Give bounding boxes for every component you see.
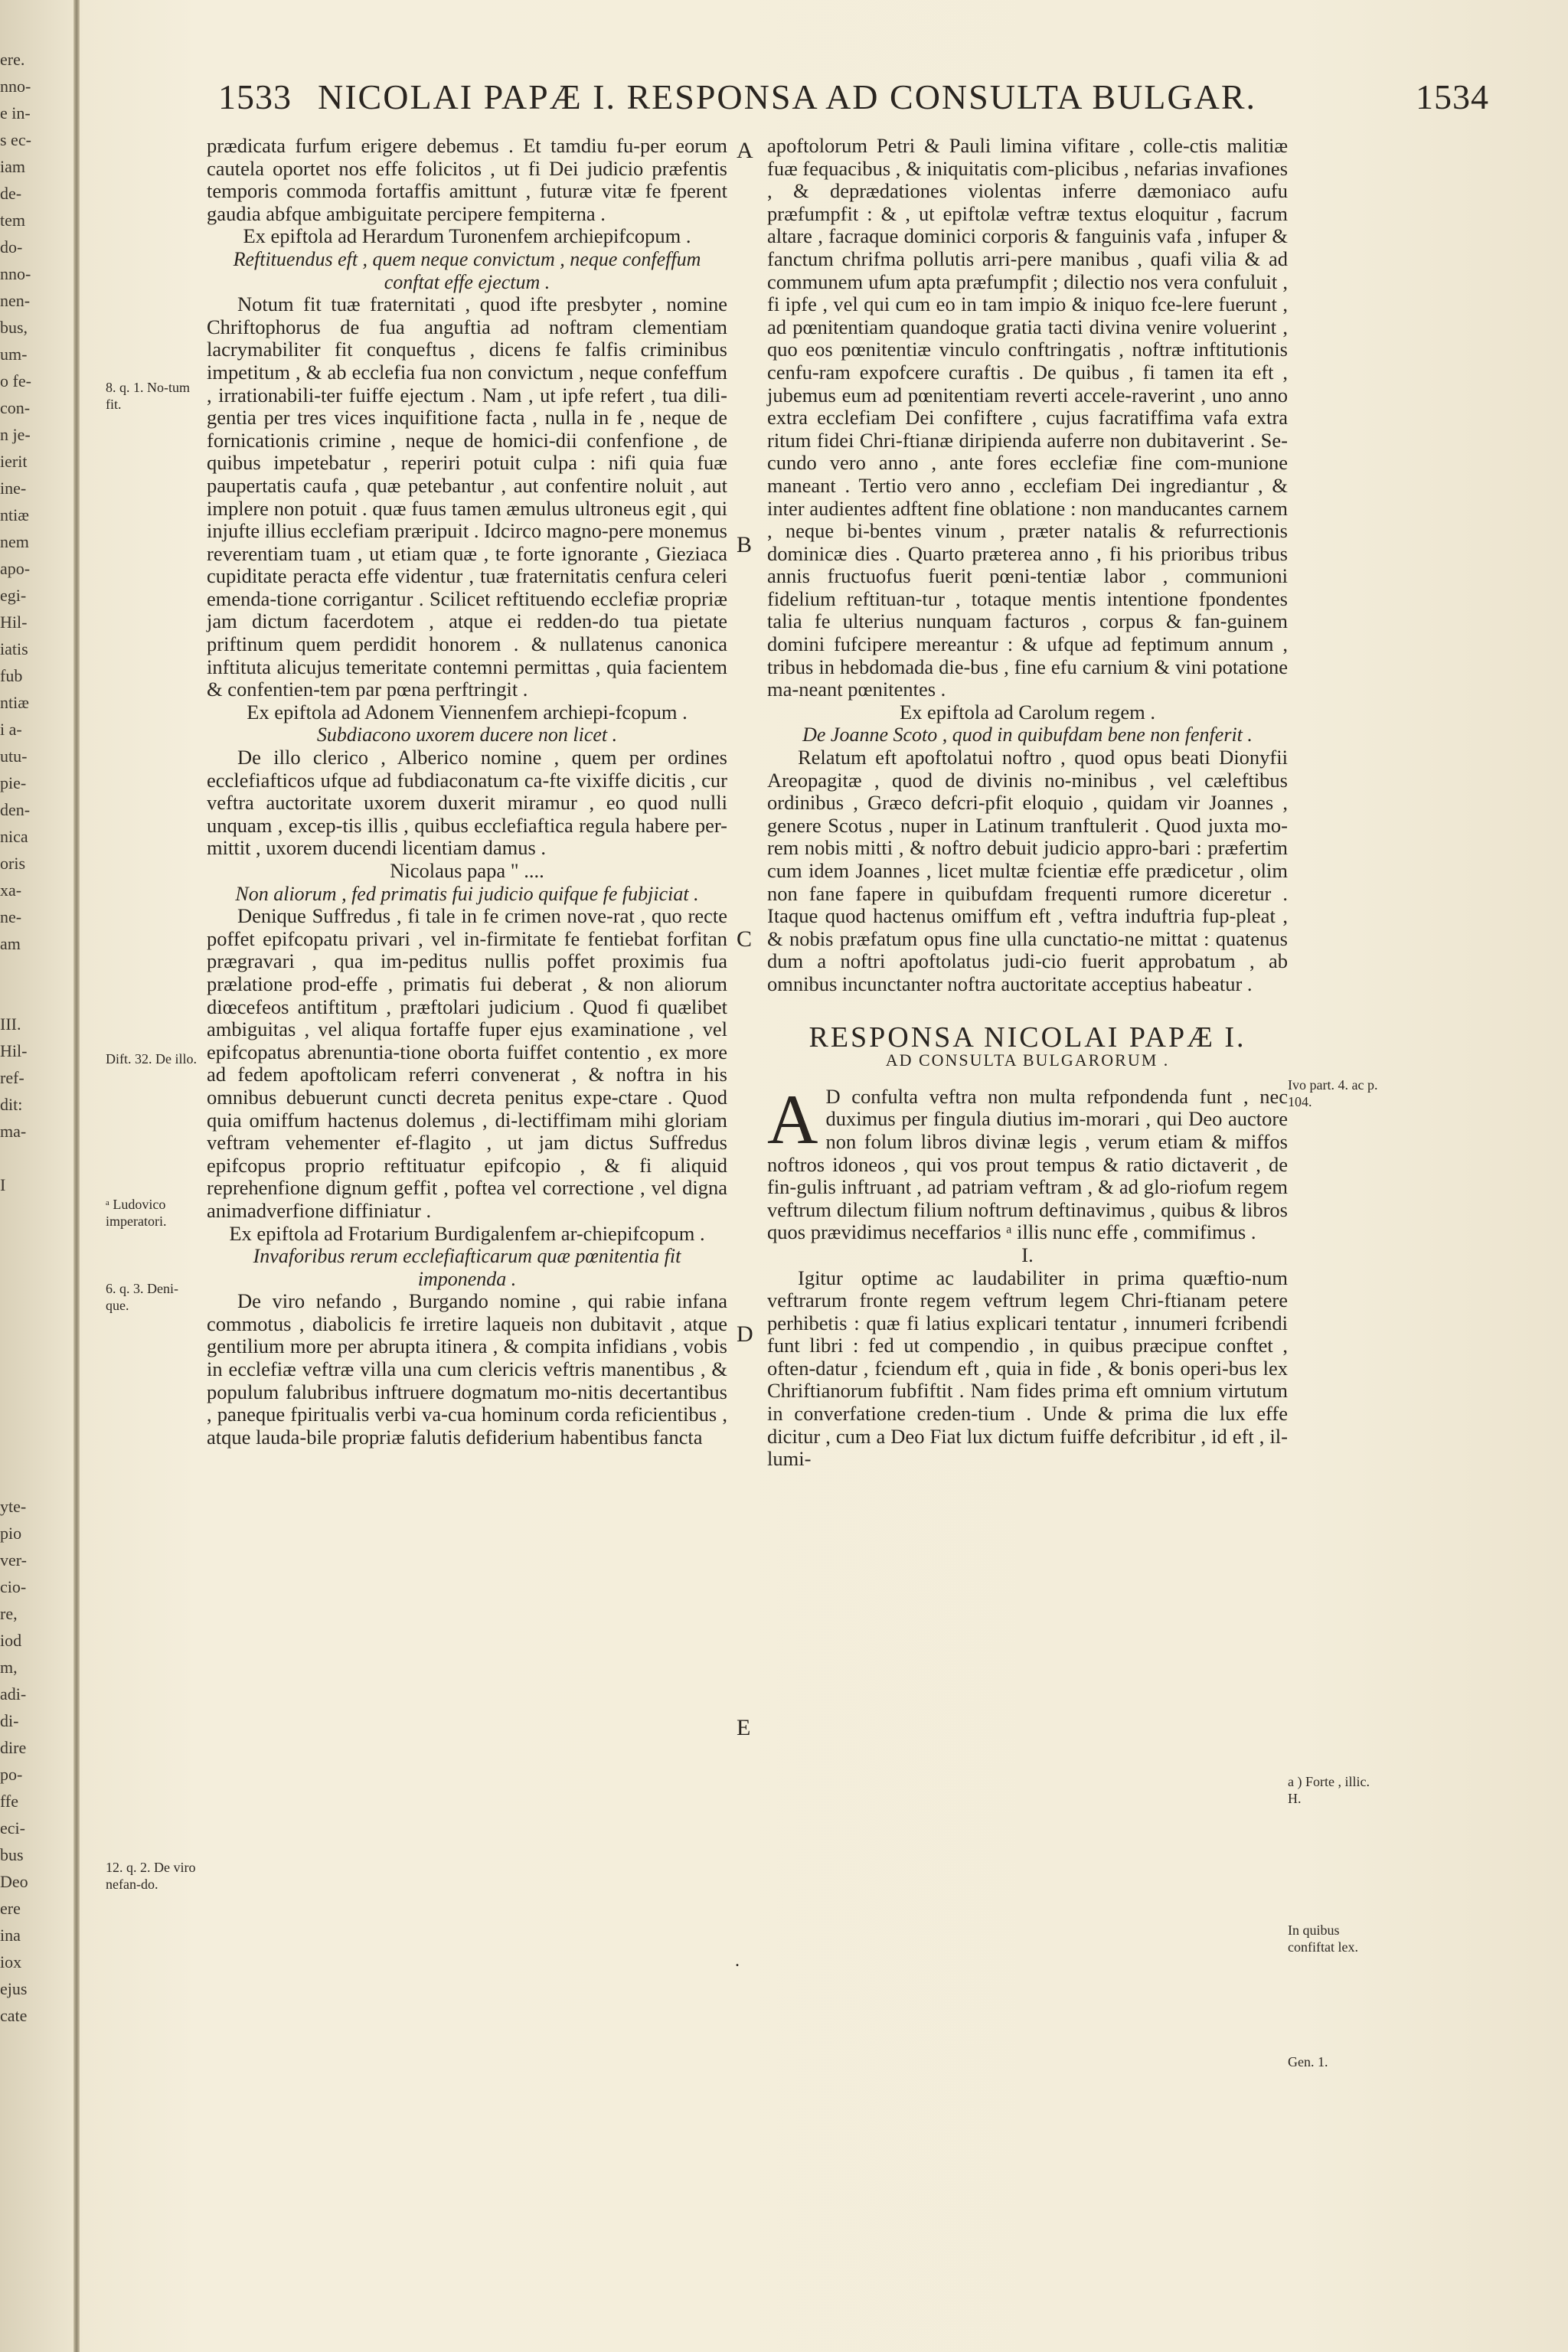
prev-page-fragment: eci-: [0, 1818, 25, 1838]
prev-page-fragment: [0, 1305, 69, 1332]
prev-page-fragment: ffe: [0, 1792, 19, 1811]
section-heading: Nicolaus papa " ....: [390, 859, 544, 882]
section-heading: Ex epiftola ad Herardum Turonenfem archiepifcopum .: [243, 224, 691, 248]
prev-page-fragment: Hil-: [0, 1041, 28, 1060]
paragraph: Notum fit tuæ fraternitati , quod ifte presbyter , nomine Chriftophorus de fua anguftia ad noftram clementiam lacrymabiliter fit conqueftus , dicens fe falfis criminibus impetitum , & ab ecclefia fua non convictum , neque confeffum , irrationabili-ter fuiffe ejectum . Nam , ut ipfe refert , tua dili-gentia per tres vices inquifitione facta , nulla in fe , neque de fornicationis crimine , neque de homici-dii confenfione , de quibus impetebatur , reperiri potuit culpa : nifi quia fuæ paupertatis caufa , quæ petebantur , aut confentire noluit , aut implere non potuit . quæ fuus tamen æmulus ultroneus egit , qui injufte illius ecclefiam præripuit . Idcirco magno-pere monemus reverentiam tuam , ut etiam quæ , te forte ignorante , Gieziaca cupiditate peracta effe videntur , tuæ fraternitatis cenfura celeri emenda-tione corrigantur . Scilicet reftituendo ecclefiæ propriæ jam dictum facerdotem , atque ei redden-do tua pietate priftinum quem perdidit honorem . & nullatenus canonica inftituta alicujus temeritate contemni permittas , quia facientem & confentien-tem par pœna perftringit .: [207, 292, 727, 701]
marginal-note: Dift. 32. De illo.: [106, 1051, 197, 1067]
right-text-column: [767, 135, 1288, 1471]
marginal-note: In quibus confiftat lex.: [1288, 1922, 1358, 1955]
work-title: RESPONSA NICOLAI PAPÆ I.: [808, 1021, 1246, 1054]
prev-page-fragment: bus: [0, 1845, 24, 1864]
drop-cap: A: [767, 1080, 818, 1158]
running-title: NICOLAI PAPÆ I. RESPONSA AD CONSULTA BULGAR.: [318, 77, 1257, 116]
prev-page-fragment: di-: [0, 1711, 19, 1730]
prev-page-fragment: ntiæ: [0, 505, 29, 524]
section-rubric: Reftituendus eft , quem neque convictum , neque confeffum conftat effe ejectum .: [233, 247, 701, 293]
prev-page-fragment: con-: [0, 398, 31, 417]
prev-page-fragment: ver-: [0, 1550, 27, 1570]
running-header: [218, 77, 1489, 122]
prev-page-fragment: iox: [0, 1952, 22, 1971]
prev-page-fragment: ina: [0, 1926, 21, 1945]
prev-page-fragment: bus,: [0, 318, 28, 337]
prev-page-fragment: m,: [0, 1658, 18, 1677]
opening-paragraph: A D confulta veftra non multa refpondenda funt , nec duximus per fingula diutius im-morari , qui Deo auctore non folum libros divinæ legis , verum etiam & miffos noftros idoneos , qui vos prout tempus & ratio dictaverit , de fin-gulis inftruant , ad patriam veftram , & ad glo-riofum regem veftrum dilectum filium noftrum deftinavimus , quibus & libros quos prævidimus neceffarios ᵃ illis nunc effe , commifimus .: [767, 1080, 1288, 1244]
chapter-number: I.: [1021, 1243, 1034, 1266]
paragraph-continued: apoftolorum Petri & Pauli limina vifitare , colle-ctis malitiæ fuæ fequacibus , & iniquitatis com-plicibus , nefarias invafiones , & deprædationes violentas inferre dæmoniaco aufu præfumpfit : & , ut epiftolæ veftræ textus eloquitur , facrum altare , facraque dominici corporis & fanguinis vafa , infuper & fanctum chrifma pollutis arri-pere manibus , quafi vilia & ad communem ufum apta præfumpfit ; dilectio nos vera confuluit , fi ipfe , vel qui cum eo in tam impio & iniquo fce-lere fuerunt , ad pœnitentiam quandoque gratia tacti divina venire voluerint , quo eos pœnitentiæ vinculo conftringatis , noftræ inftitutionis cenfu-ram expofcere curaftis . De quibus , fi tamen ita eft , jubemus eum ad pœnitentiam reverti accele-raverint , uno anno extra ecclefiam Dei confiftere , cujus facratiffima vafa extra ritum fidei Chri-ftianæ diripienda auferre non dubitaverint . Se-cundo vero anno , ante fores ecclefiæ fine com-munione maneant . Tertio vero anno , ecclefiam Dei ingrediantur , & inter audientes adftent fine oblatione : non manducantes carnem , neque bi-bentes vinum , præter natalis & refurrectionis dominicæ dies . Quarto præterea anno , fi his prioribus tribus annis fructuofus fuerit pœni-tentiæ labor , communioni fidelium reftituan-tur , totaque mentis intentione fpondentes talia fe ulterius nunquam facturos , corpus & fan-guinem domini fufcipere mereantur : & ufque ad feptimum annum , tribus in hebdomada die-bus , fine efu carnium & vini potatione ma-neant pœnitentes .: [767, 134, 1289, 701]
section-letter: D: [737, 1321, 753, 1347]
prev-page-fragment: dit:: [0, 1095, 23, 1114]
prev-page-fragment: [0, 1386, 69, 1413]
prev-page-fragment: [0, 1466, 69, 1493]
prev-page-fragment: nen-: [0, 291, 31, 310]
prev-page-fragment: xa-: [0, 880, 22, 900]
prev-page-fragment: iam: [0, 157, 25, 176]
prev-page-fragment: Deo: [0, 1872, 28, 1891]
marginal-note: 12. q. 2. De viro nefan-do.: [106, 1860, 196, 1892]
left-text-column: [207, 135, 727, 1449]
prev-page-fragment: nica: [0, 827, 28, 846]
prev-page-fragment: pio: [0, 1524, 22, 1543]
prev-page-fragment: iatis: [0, 639, 28, 658]
section-rubric: Non aliorum , fed primatis fui judicio quifque fe fubjiciat .: [235, 882, 699, 905]
section-heading: Ex epiftola ad Frotarium Burdigalenfem ar-chiepifcopum .: [229, 1221, 705, 1245]
section-heading: Ex epiftola ad Adonem Viennenfem archiepi-fcopum .: [247, 700, 688, 724]
prev-page-fragment: ejus: [0, 1979, 28, 1998]
prev-page-fragment: [0, 984, 69, 1011]
prev-page-fragment: am: [0, 934, 21, 953]
prev-page-fragment: [0, 1279, 69, 1305]
prev-page-fragment: ere.: [0, 50, 25, 69]
prev-page-fragment: cio-: [0, 1577, 27, 1596]
marginal-note: Gen. 1.: [1288, 2054, 1328, 2069]
prev-page-fragment: de-: [0, 184, 22, 203]
prev-page-fragment: tem: [0, 211, 25, 230]
prev-page-fragment: ref-: [0, 1068, 24, 1087]
section-rubric: Subdiacono uxorem ducere non licet .: [316, 724, 618, 746]
prev-page-fragment: utu-: [0, 746, 28, 766]
prev-page-fragment: ierit: [0, 452, 28, 471]
prev-page-fragment: [0, 1225, 69, 1252]
previous-page-edge: [0, 46, 69, 2029]
prev-page-fragment: pie-: [0, 773, 27, 792]
paragraph: Igitur optime ac laudabiliter in prima quæftio-num veftrarum fronte regem veftrum legem Chri-ftianam petere perhibetis : quæ fi latius explicari tentatur , innumeri fcribendi funt libri : fed ut compendio , in quibus præcipue conftet , often-datur , fciendum eft , quia in fide , & bonis operi-bus lex Chriftianorum fubfiftit . Nam fides prima eft omnium virtutum in converfatione creden-tium . Unde & prima die lux effe dicitur , cum a Deo Fiat lux dictum fuiffe defcribitur , id eft , il-lumi-: [767, 1266, 1288, 1471]
section-letter: C: [737, 926, 753, 952]
marginal-note: 8. q. 1. No-tum fit.: [106, 380, 190, 412]
prev-page-fragment: nno-: [0, 264, 31, 283]
work-subtitle: AD CONSULTA BULGARORUM .: [885, 1050, 1170, 1070]
prev-page-fragment: oris: [0, 854, 25, 873]
prev-page-fragment: iod: [0, 1631, 22, 1650]
book-gutter: [74, 0, 80, 2352]
page-number-right: 1534: [1416, 77, 1489, 116]
paragraph: De illo clerico , Alberico nomine , quem per ordines ecclefiafticos ufque ad fubdiaconatum ca-fte vixiffe dicitis , cur veftra auctoritate uxorem duxerit miramur , eo quod nulli unquam , excep-tis illis , quibus ecclefiaftica regula habere per-mittit , uxorem ducendi licentiam damus .: [207, 746, 727, 860]
prev-page-fragment: [0, 1439, 69, 1466]
prev-page-fragment: ere: [0, 1899, 21, 1918]
prev-page-fragment: n je-: [0, 425, 31, 444]
prev-page-fragment: [0, 1252, 69, 1279]
marginal-note: 6. q. 3. Deni-que.: [106, 1281, 178, 1313]
prev-page-fragment: nno-: [0, 77, 31, 96]
prev-page-fragment: [0, 1198, 69, 1225]
marginal-note: Ivo part. 4. ac p. 104.: [1288, 1077, 1378, 1109]
section-rubric: Invaforibus rerum ecclefiafticarum quæ pœnitentia fit imponenda .: [253, 1245, 681, 1290]
section-heading: Ex epiftola ad Carolum regem .: [899, 700, 1156, 724]
prev-page-fragment: [0, 1332, 69, 1359]
paragraph: Relatum eft apoftolatui noftro , quod opus beati Dionyfii Areopagitæ , quod de divinis no-minibus , vel cæleftibus ordinibus , Græco defcri-pfit eloquio , quidam vir Joannes , genere Scotus , nuper in Latinum tranftulerit . Quod juxta mo-rem nobis mitti , & noftro debuit judicio appro-bari : præfertim cum idem Joannes , licet multæ fcientiæ effe prædicetur , olim non fane fapere in quibufdam frequenti rumore diceretur . Itaque quod hactenus omiffum eft , veftra induftria fup-pleat , & nobis præfatum opus fine ulla cunctatio-ne mittat : quatenus dum a noftri apoftolatus judi-cio fuerit approbatum , ab omnibus incunctanter noftra auctoritate acceptius habeatur .: [767, 746, 1288, 995]
prev-page-fragment: [0, 1145, 69, 1171]
section-rubric: De Joanne Scoto , quod in quibufdam bene non fenferit .: [802, 724, 1253, 746]
prev-page-fragment: I: [0, 1175, 6, 1194]
prev-page-fragment: Hil-: [0, 612, 28, 632]
prev-page-fragment: i a-: [0, 720, 22, 739]
prev-page-fragment: egi-: [0, 586, 27, 605]
section-letter: E: [737, 1715, 751, 1740]
section-letter: A: [737, 138, 753, 163]
prev-page-fragment: re,: [0, 1604, 18, 1623]
prev-page-fragment: o fe-: [0, 371, 31, 390]
paragraph-continued: prædicata furfum erigere debemus . Et tamdiu fu-per eorum cautela oportet nos effe folicitos , ut fi Dei judicio præfentis temporis commoda fortaffis amittunt , futuræ vitæ fe fperent gaudia abfque ambiguitate percipere fempiterna .: [207, 134, 727, 225]
bottom-mark: .: [735, 1951, 740, 1971]
prev-page-fragment: III.: [0, 1014, 21, 1034]
section-letter: B: [737, 532, 753, 557]
paragraph: Denique Suffredus , fi tale in fe crimen nove-rat , quo recte poffet epifcopatu privari , vel in-firmitate fe fentiebat forfitan prægravari , qua im-peditus nullis poffet proximis fua prælatione prod-effe , primatis fui deberat , & non aliorum diœcefeos antiftitum , præftolari judicium . Quod fi quælibet ambiguitas , vel aliqua fortaffe fuper ejus examinatione , vel epifcopatus abrenuntia-tione oborta fuiffet contentio , ex more ad fedem apoftolicam referri convenerat , & noftra in his omnibus debuerunt cuncti decreta penitus expe-ctare . Quod quia omiffum hactenus dolemus , di-lectiffimam mihi gloriam veftram vehementer ef-flagito , ut jam dictus Suffredus epifcopus proprio reftituatur epifcopio , & fi aliquid reprehenfione dignum geffit , poftea vel correctione , vel digna animadverfione diffiniatur .: [207, 904, 727, 1222]
prev-page-fragment: um-: [0, 345, 28, 364]
prev-page-fragment: fub: [0, 666, 23, 685]
prev-page-fragment: s ec-: [0, 130, 31, 149]
prev-page-fragment: do-: [0, 237, 23, 256]
prev-page-fragment: ine-: [0, 479, 27, 498]
prev-page-fragment: cate: [0, 2006, 28, 2025]
prev-page-fragment: apo-: [0, 559, 31, 578]
prev-page-fragment: adi-: [0, 1684, 27, 1704]
marginal-note: ᵃ Ludovico imperatori.: [106, 1197, 167, 1229]
prev-page-fragment: yte-: [0, 1497, 27, 1516]
marginal-note: a ) Forte , illic. H.: [1288, 1774, 1370, 1806]
prev-page-fragment: dire: [0, 1738, 27, 1757]
prev-page-fragment: ma-: [0, 1122, 27, 1141]
prev-page-fragment: [0, 957, 69, 984]
prev-page-fragment: [0, 1359, 69, 1386]
prev-page-fragment: ntiæ: [0, 693, 29, 712]
prev-page-fragment: po-: [0, 1765, 23, 1784]
prev-page-fragment: nem: [0, 532, 29, 551]
page-number-left: 1533: [218, 77, 292, 116]
prev-page-fragment: [0, 1413, 69, 1439]
prev-page-fragment: den-: [0, 800, 31, 819]
paragraph: De viro nefando , Burgando nomine , qui rabie infana commotus , diabolicis fe irretire laqueis non dubitavit , atque gentilium more per abrupta itinera , & compita infidians , vobis in ecclefiæ veftræ villa una cum clericis veftris manentibus , & populum falubribus inftruere dogmatum mo-nitis decertantibus , paneque fpiritualis verbi va-cua hominum corda reficientibus , atque lauda-bile propriæ falutis defiderium habentibus fancta: [207, 1289, 727, 1449]
prev-page-fragment: e in-: [0, 103, 31, 122]
prev-page-fragment: ne-: [0, 907, 22, 926]
